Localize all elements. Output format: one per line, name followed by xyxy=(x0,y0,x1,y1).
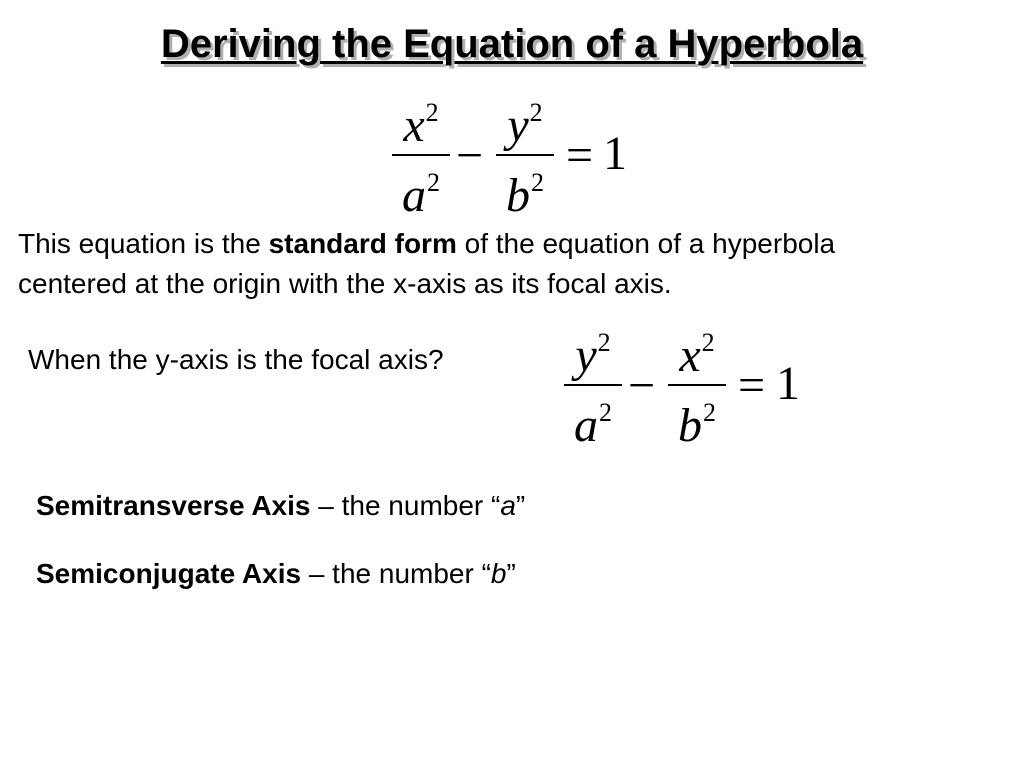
definition-semiconjugate-axis xyxy=(36,554,516,594)
fraction-bar xyxy=(392,154,450,156)
focal-axis-question: When the y-axis is the focal axis? xyxy=(28,344,444,375)
definition-symbol: a xyxy=(500,490,516,521)
numerator xyxy=(392,98,450,152)
exponent: 2 xyxy=(703,398,716,427)
exponent: 2 xyxy=(701,328,715,357)
fraction-y-over-b xyxy=(496,88,554,222)
exponent: 2 xyxy=(529,98,543,127)
fraction-bar xyxy=(564,384,622,386)
denominator xyxy=(668,398,726,452)
exponent: 2 xyxy=(425,98,439,127)
standard-form-description xyxy=(18,224,1018,304)
exponent: 2 xyxy=(531,168,544,197)
text-segment: This equation is the xyxy=(18,228,269,259)
description-line-2: centered at the origin with the x-axis as its focal axis. xyxy=(18,268,672,299)
variable-a: a xyxy=(402,169,426,222)
variable-y: y xyxy=(507,99,529,152)
variable-x: x xyxy=(403,99,425,152)
standard-form-term: standard form xyxy=(268,228,457,259)
equals-sign: = xyxy=(738,359,766,412)
exponent: 2 xyxy=(597,328,611,357)
closing-quote: ” xyxy=(506,558,516,589)
right-hand-side: 1 xyxy=(603,127,627,180)
fraction-y-over-a xyxy=(564,318,622,452)
definition-symbol: b xyxy=(490,558,507,589)
definition-semitransverse-axis xyxy=(36,486,525,526)
numerator xyxy=(564,328,622,382)
definition-text: – the number “ xyxy=(301,558,491,589)
closing-quote: ” xyxy=(515,490,526,521)
fraction-bar xyxy=(496,154,554,156)
variable-a: a xyxy=(574,399,598,452)
text-segment: of the equation of a hyperbola xyxy=(456,228,836,259)
exponent: 2 xyxy=(599,398,612,427)
definition-term: Semitransverse Axis xyxy=(36,490,311,521)
variable-b: b xyxy=(506,169,530,222)
fraction-x-over-b xyxy=(668,318,726,452)
definition-text: – the number “ xyxy=(310,490,501,521)
description-line-1 xyxy=(18,224,1018,264)
denominator xyxy=(392,168,450,222)
variable-b: b xyxy=(678,399,702,452)
minus-sign: − xyxy=(456,129,484,182)
numerator xyxy=(496,98,554,152)
fraction-x-over-a xyxy=(392,88,450,222)
definition-term: Semiconjugate Axis xyxy=(36,558,302,589)
slide-title: Deriving the Equation of a Hyperbola xyxy=(160,22,864,66)
minus-sign: − xyxy=(628,359,656,412)
denominator xyxy=(496,168,554,222)
fraction-bar xyxy=(668,384,726,386)
variable-x: x xyxy=(679,329,701,382)
variable-y: y xyxy=(575,329,597,382)
numerator xyxy=(668,328,726,382)
equals-sign: = xyxy=(566,129,594,182)
right-hand-side: 1 xyxy=(776,357,800,410)
denominator xyxy=(564,398,622,452)
exponent: 2 xyxy=(427,168,440,197)
